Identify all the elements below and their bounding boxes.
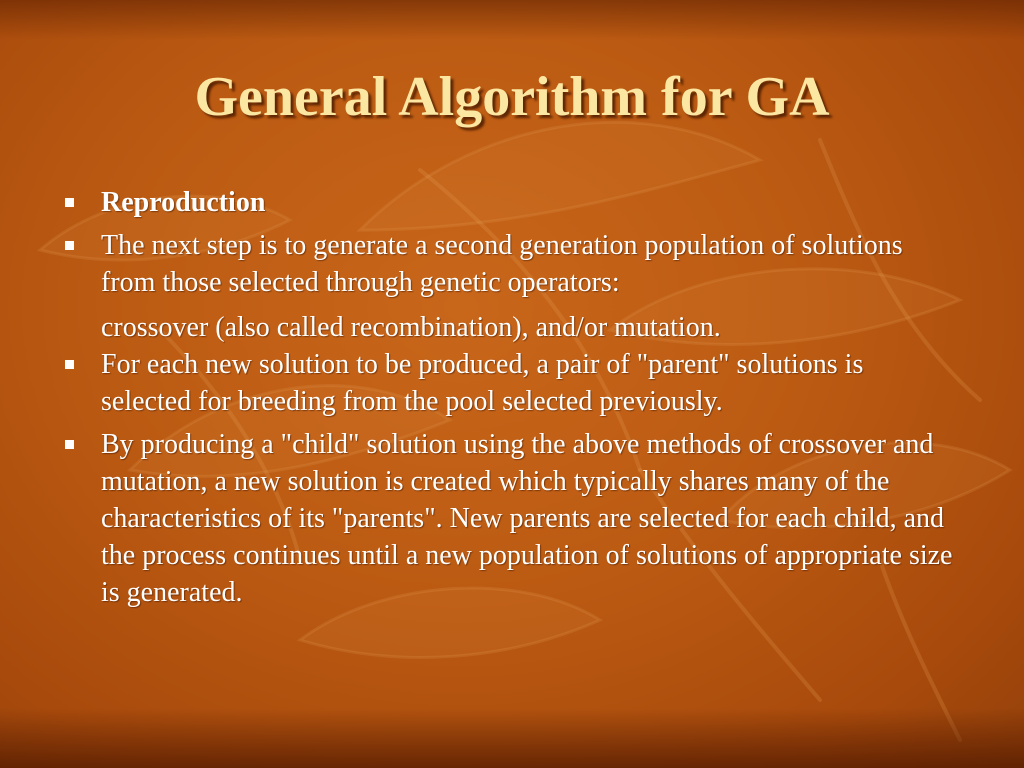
bullet-continuation: crossover (also called recombination), and/or mutation. — [101, 312, 721, 343]
bullet-item — [60, 346, 960, 420]
bullet-list — [60, 184, 960, 611]
bullet-item — [60, 426, 960, 611]
square-bullet-icon — [65, 198, 74, 207]
bullet-text: The next step is to generate a second generation population of solutions from those selected through genetic operators: — [101, 230, 903, 298]
bullet-item — [60, 227, 960, 301]
square-bullet-icon — [65, 360, 74, 369]
bullet-text: For each new solution to be produced, a pair of "parent" solutions is selected for breeding from the pool selected previously. — [101, 349, 864, 417]
square-bullet-icon — [65, 241, 74, 250]
top-shade — [0, 0, 1024, 40]
bullet-text: Reproduction — [101, 187, 266, 218]
bullet-item-reproduction — [60, 184, 960, 221]
slide-title: General Algorithm for GA — [194, 66, 830, 128]
square-bullet-icon — [65, 440, 74, 449]
bottom-shade — [0, 708, 1024, 768]
bullet-text: By producing a "child" solution using the above methods of crossover and mutation, a new solution is created which typically shares many of the characteristics of its "parents". New parents are selected for each child, and the process continues until a new population of solutions of appropriate size is generated. — [101, 429, 953, 608]
